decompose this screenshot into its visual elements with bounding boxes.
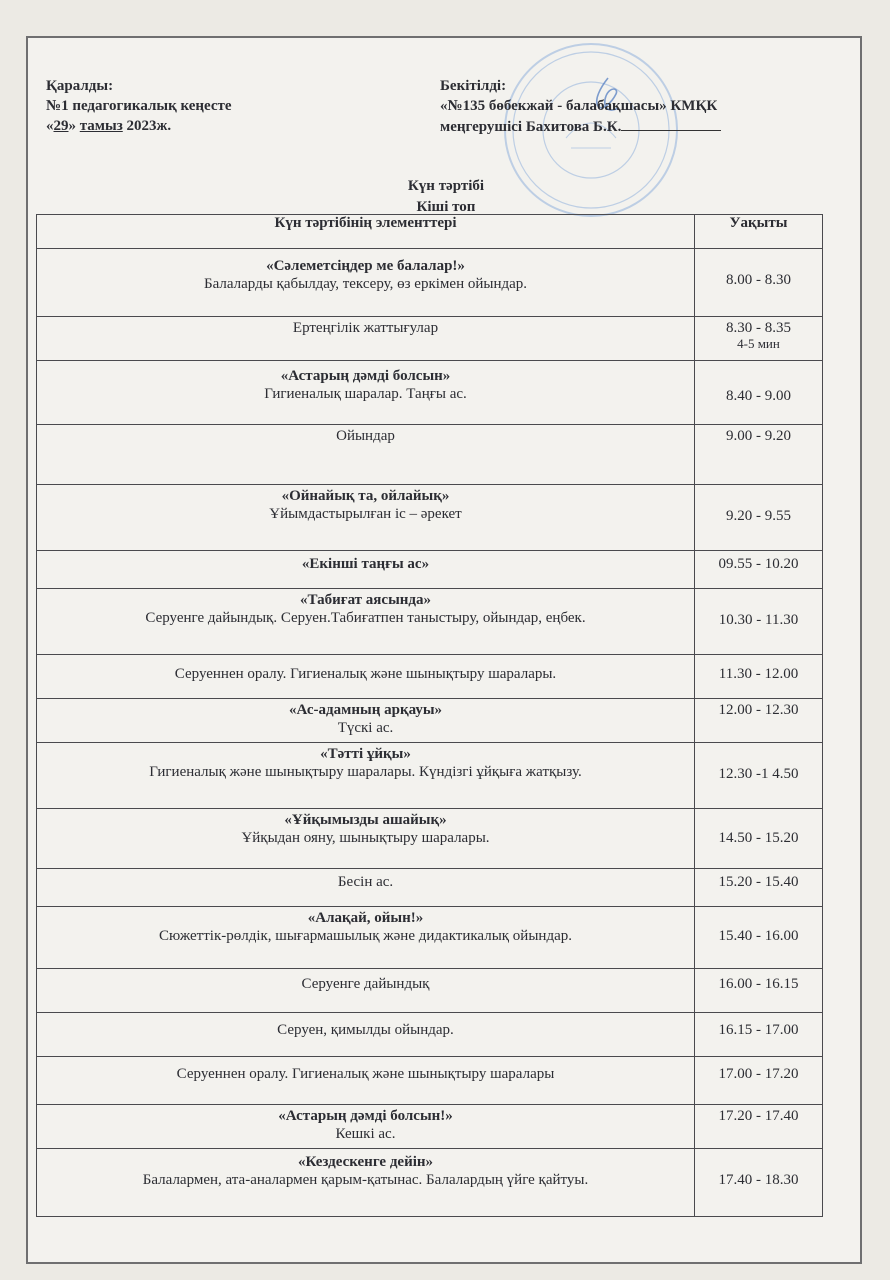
time-duration: 4-5 мин [737, 336, 780, 351]
time-cell [695, 969, 823, 1013]
activity-title: «Алақай, ойын!» [307, 910, 424, 926]
table-row [37, 425, 823, 485]
column-header-elements: Күн тәртібінің элементтері [37, 215, 695, 249]
activity-description: Гигиеналық және шынықтыру шаралары. Күндізгі ұйқыға жатқызу. [149, 764, 582, 780]
activity-description: Серуенге дайындық. Серуен.Табиғатпен таныстыру, ойындар, еңбек. [145, 610, 586, 626]
activity-description: Түскі ас. [337, 720, 394, 736]
activity-cell [37, 589, 695, 655]
time-range: 9.00 - 9.20 [726, 428, 791, 444]
time-range: 14.50 - 15.20 [718, 830, 799, 846]
schedule-table [36, 214, 823, 1217]
time-cell [695, 249, 823, 317]
time-cell [695, 743, 823, 809]
column-header-time: Уақыты [695, 215, 823, 249]
director-line: меңгерушісі Бахитова Б.К. [440, 116, 860, 137]
activity-description: Ұйымдастырылған іс – әрекет [269, 506, 462, 522]
time-range: 9.20 - 9.55 [726, 508, 791, 524]
activity-cell [37, 1057, 695, 1105]
table-row [37, 249, 823, 317]
activity-title: «Кездескенге дейін» [297, 1154, 434, 1170]
document-subtitle: Кіші топ [416, 199, 476, 215]
activity-description: Кешкі ас. [335, 1126, 396, 1142]
activity-description: Сюжеттік-рөлдік, шығармашылық және дидактикалық ойындар. [159, 928, 572, 944]
time-range: 11.30 - 12.00 [718, 666, 799, 682]
activity-cell [37, 869, 695, 907]
time-cell [695, 425, 823, 485]
table-row [37, 1057, 823, 1105]
activity-cell [37, 551, 695, 589]
time-range: 16.00 - 16.15 [718, 976, 799, 992]
document-title: Күн тәртібі [407, 178, 485, 194]
time-range: 12.00 - 12.30 [718, 702, 799, 718]
council-date: «29» тамыз 2023ж. [46, 118, 172, 134]
time-cell [695, 485, 823, 551]
activity-cell [37, 1105, 695, 1149]
time-cell [695, 1013, 823, 1057]
time-range: 8.00 - 8.30 [726, 272, 791, 288]
time-cell [695, 1057, 823, 1105]
table-row [37, 699, 823, 743]
time-range: 8.40 - 9.00 [726, 388, 791, 404]
signature-blank [621, 116, 721, 131]
time-cell [695, 809, 823, 869]
table-row [37, 589, 823, 655]
activity-title: «Тәтті ұйқы» [320, 746, 411, 762]
activity-description: Ойындар [336, 428, 395, 444]
time-cell [695, 361, 823, 425]
activity-title: «Сәлеметсіңдер ме балалар!» [266, 258, 465, 274]
activity-cell [37, 361, 695, 425]
activity-description: Серуеннен оралу. Гигиеналық және шынықтыру шаралары [176, 1066, 555, 1082]
activity-description: Серуеннен оралу. Гигиеналық және шынықтыру шаралары. [174, 666, 557, 682]
time-range: 8.30 - 8.35 [726, 320, 791, 336]
time-cell [695, 699, 823, 743]
approval-block-left [46, 76, 346, 136]
activity-title: «Астарың дәмді болсын» [280, 368, 451, 384]
time-range: 17.20 - 17.40 [718, 1108, 799, 1124]
table-row [37, 969, 823, 1013]
table-row [37, 907, 823, 969]
activity-cell [37, 743, 695, 809]
table-row [37, 485, 823, 551]
activity-title: «Екінші таңғы ас» [301, 556, 430, 572]
activity-cell [37, 425, 695, 485]
activity-description: Гигиеналық шаралар. Таңғы ас. [264, 386, 467, 402]
activity-cell [37, 249, 695, 317]
time-range: 16.15 - 17.00 [718, 1022, 799, 1038]
time-range: 15.20 - 15.40 [718, 874, 799, 890]
time-range: 15.40 - 16.00 [718, 928, 799, 944]
approved-label: Бекітілді: [440, 78, 507, 94]
table-row [37, 809, 823, 869]
reviewed-label: Қаралды: [46, 78, 114, 94]
time-cell [695, 869, 823, 907]
table-row [37, 1149, 823, 1217]
activity-description: Серуенге дайындық [301, 976, 430, 992]
table-row [37, 551, 823, 589]
table-header-row [37, 215, 823, 249]
activity-cell [37, 1149, 695, 1217]
time-cell [695, 655, 823, 699]
activity-cell [37, 317, 695, 361]
table-row [37, 1105, 823, 1149]
activity-description: Ертеңгілік жаттығулар [292, 320, 439, 336]
time-range: 12.30 -1 4.50 [718, 766, 799, 782]
activity-cell [37, 1013, 695, 1057]
activity-cell [37, 809, 695, 869]
activity-description: Балаларды қабылдау, тексеру, өз еркімен ойындар. [203, 276, 528, 292]
activity-description: Ұйқыдан ояну, шынықтыру шаралары. [241, 830, 490, 846]
time-cell [695, 551, 823, 589]
activity-cell [37, 907, 695, 969]
table-row [37, 317, 823, 361]
institution-name: «№135 бөбекжай - балабақшасы» КМҚК [440, 98, 718, 114]
time-cell [695, 1105, 823, 1149]
activity-cell [37, 655, 695, 699]
activity-description: Бесін ас. [337, 874, 394, 890]
time-cell [695, 1149, 823, 1217]
activity-description: Серуен, қимылды ойындар. [277, 1022, 454, 1038]
time-cell [695, 907, 823, 969]
time-range: 10.30 - 11.30 [718, 612, 799, 628]
table-row [37, 361, 823, 425]
approval-block-right [440, 76, 860, 137]
time-range: 09.55 - 10.20 [718, 556, 799, 572]
table-row [37, 743, 823, 809]
time-range: 17.00 - 17.20 [718, 1066, 799, 1082]
activity-cell [37, 699, 695, 743]
time-cell [695, 589, 823, 655]
table-row [37, 1013, 823, 1057]
time-cell [695, 317, 823, 361]
activity-title: «Табиғат аясында» [299, 592, 432, 608]
activity-title: «Ойнайық та, ойлайық» [281, 488, 450, 504]
activity-cell [37, 969, 695, 1013]
document-page [26, 36, 862, 1264]
table-row [37, 869, 823, 907]
activity-cell [37, 485, 695, 551]
activity-title: «Ас-адамның арқауы» [288, 702, 443, 718]
time-range: 17.40 - 18.30 [718, 1172, 799, 1188]
table-row [37, 655, 823, 699]
activity-title: «Ұйқымызды ашайық» [284, 812, 447, 828]
council-label: №1 педагогикалық кеңесте [46, 98, 232, 114]
activity-title: «Астарың дәмді болсын!» [278, 1108, 453, 1124]
activity-description: Балалармен, ата-аналармен қарым-қатынас. Балалардың үйге қайтуы. [142, 1172, 589, 1188]
